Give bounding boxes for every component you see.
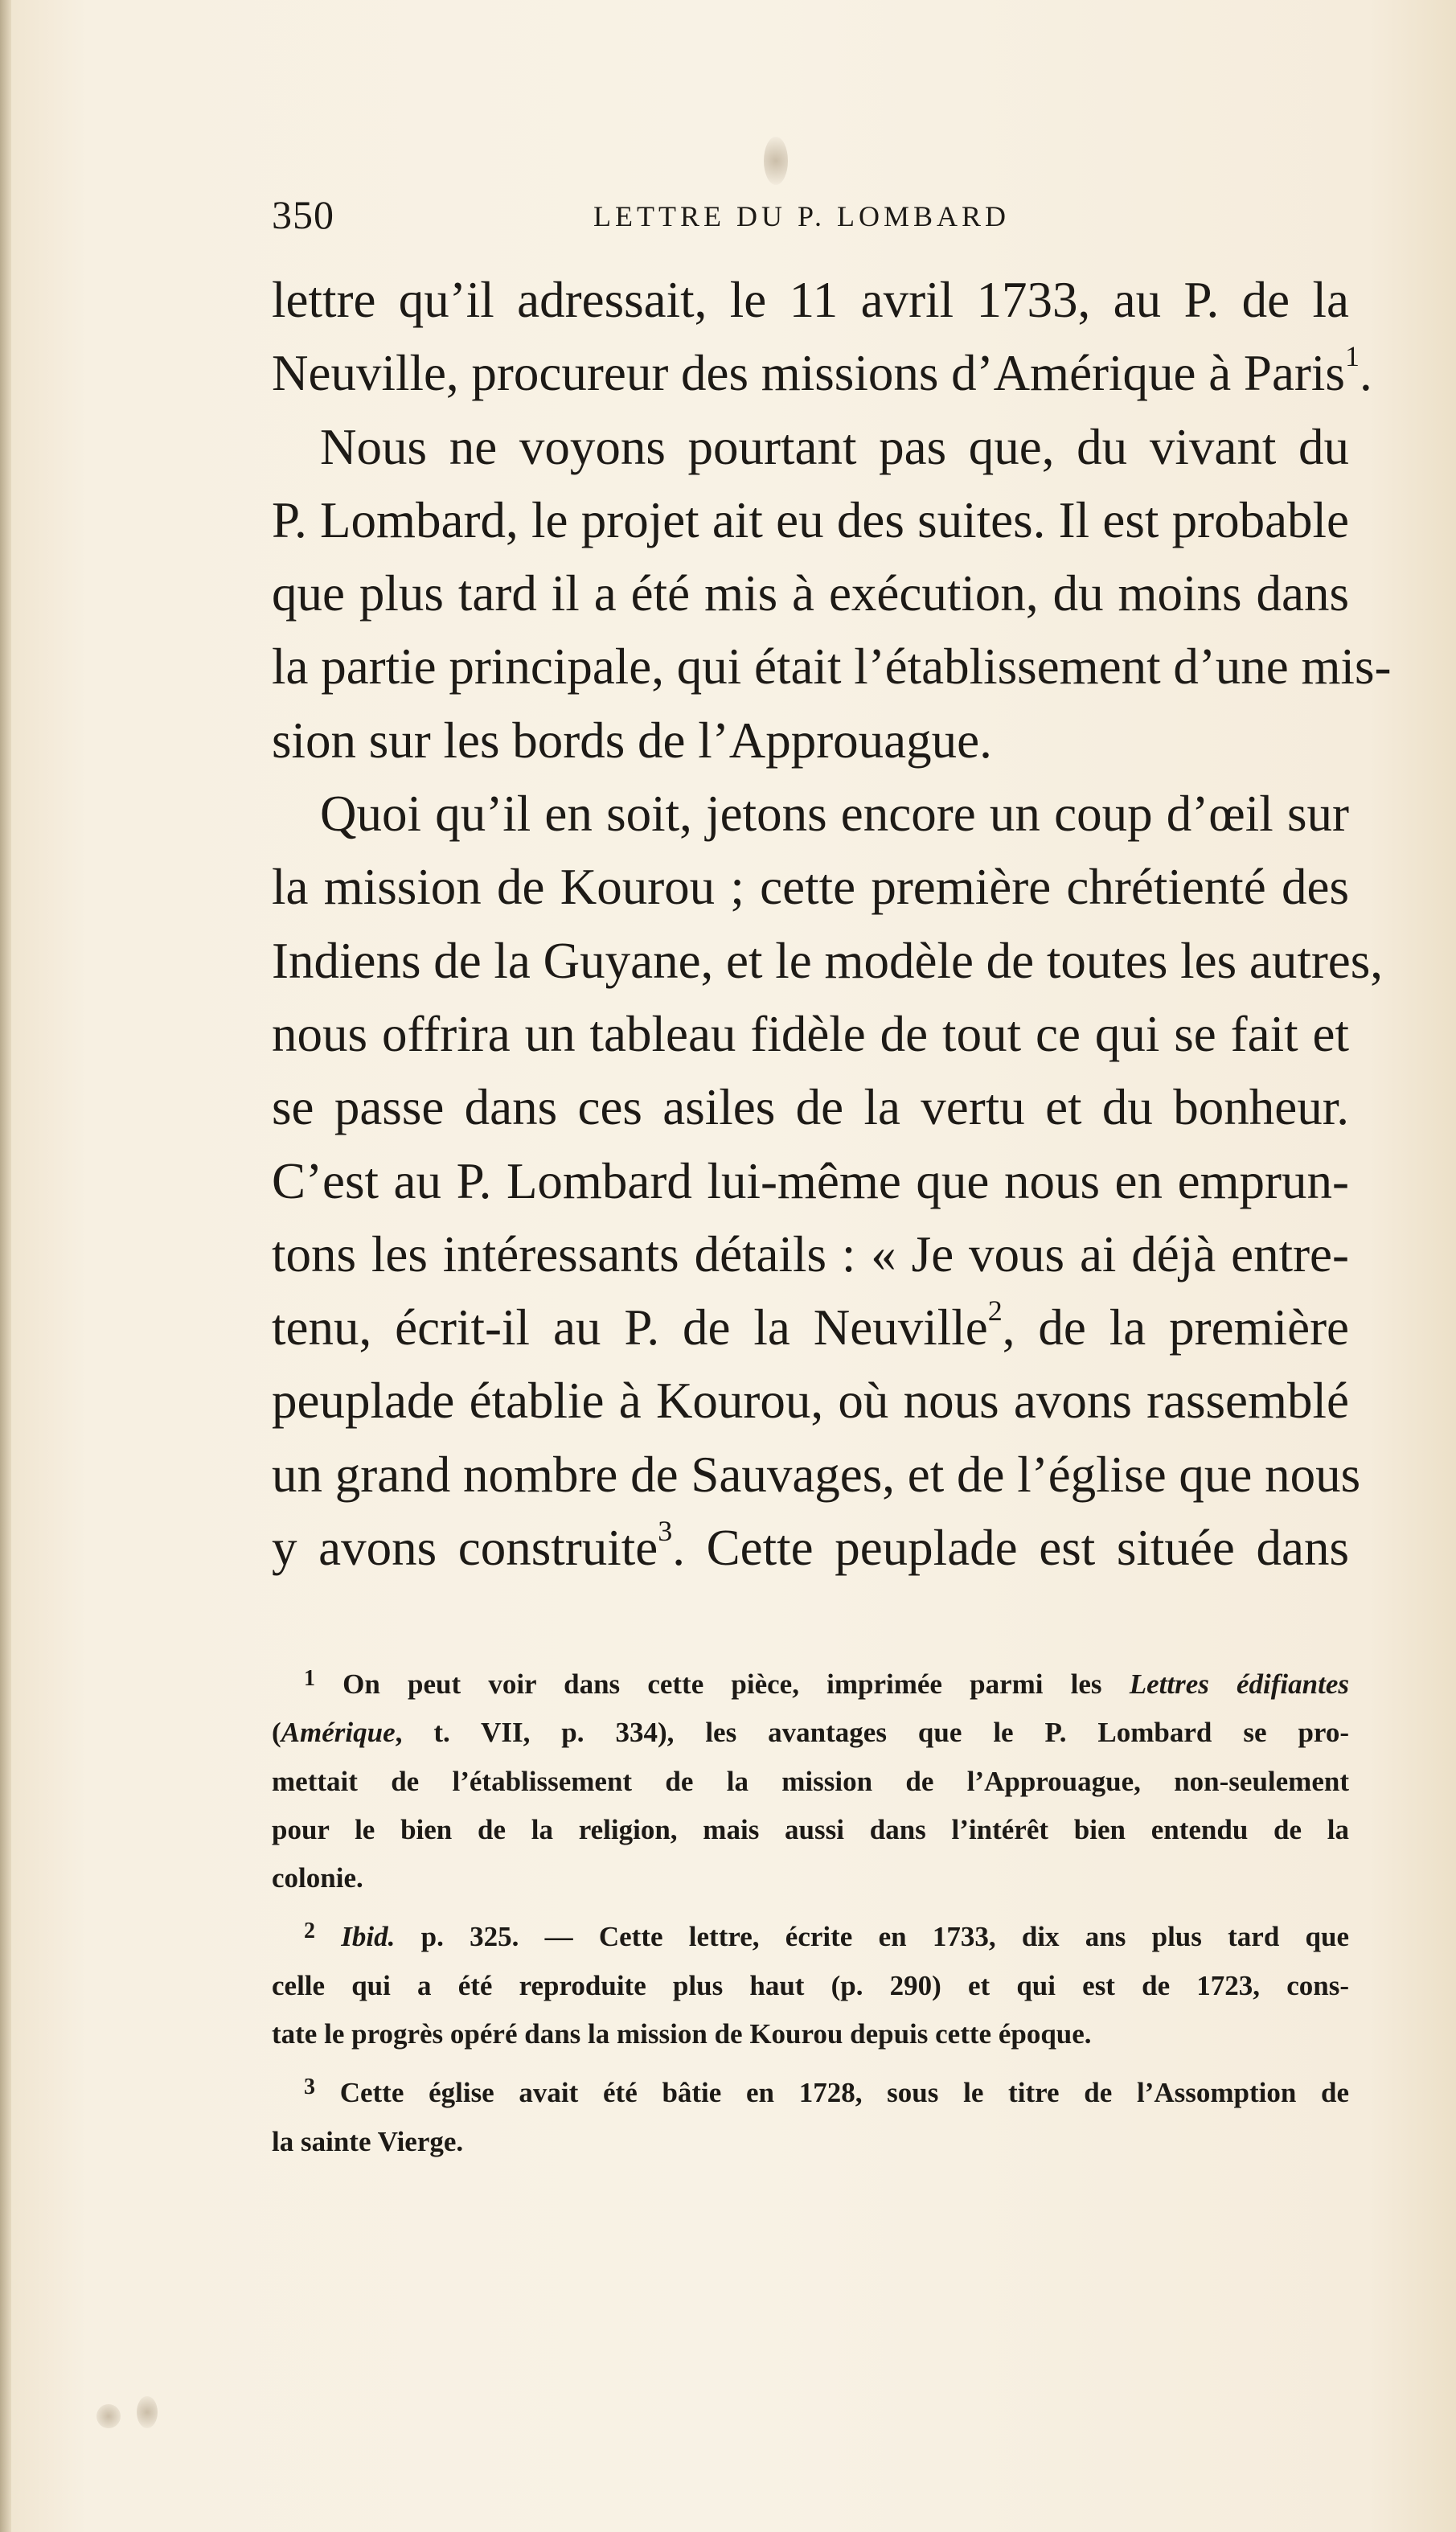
footnote-ref[interactable]: 1: [1344, 340, 1360, 373]
footnote-2: [272, 1907, 1349, 2058]
text-line: que plus tard il a été mis à exécution, du moins dans: [272, 565, 1349, 622]
paragraph: [272, 778, 1384, 1585]
text-fragment: Cette église avait été bâtie en 1728, sous le titre de l’Assomption de: [339, 2077, 1350, 2109]
footnote-1: [272, 1655, 1349, 1902]
text-line: P. Lombard, le projet ait eu des suites. Il est probable: [272, 491, 1349, 548]
footnote-line: colonie.: [272, 1862, 363, 1894]
text-line: [272, 337, 1372, 410]
footnote-line: [272, 2063, 1349, 2117]
text-fragment: (: [272, 1717, 281, 1749]
text-line: se passe dans ces asiles de la vertu et du bonheur.: [272, 1079, 1349, 1136]
paragraph: [272, 264, 1372, 411]
ink-smudge: [137, 2396, 158, 2428]
text-line: Indiens de la Guyane, et le modèle de toutes les autres,: [272, 932, 1384, 989]
footnote-line: mettait de l’établissement de la mission de l’Approuague, non-seulement: [272, 1765, 1349, 1797]
text-fragment: , de la première: [1002, 1299, 1350, 1356]
text-line: peuplade établie à Kourou, où nous avons rassemblé: [272, 1373, 1349, 1430]
text-line: sion sur les bords de l’Approuague.: [272, 712, 992, 769]
text-fragment: y avons construite: [272, 1520, 658, 1577]
italic-title: Amérique: [281, 1717, 396, 1749]
text-fragment: , t. VII, p. 334), les avantages que le P. Lombard se pro-: [395, 1717, 1349, 1749]
footnote-line: tate le progrès opéré dans la mission de Kourou depuis cette époque.: [272, 2018, 1092, 2050]
text-line: C’est au P. Lombard lui-même que nous en emprun-: [272, 1152, 1349, 1209]
text-line: lettre qu’il adressait, le 11 avril 1733, au P. de la: [272, 272, 1349, 328]
text-fragment: tenu, écrit-il au P. de la Neuville: [272, 1299, 988, 1356]
text-fragment: . Cette peuplade est située dans: [672, 1520, 1349, 1577]
text-fragment: On peut voir dans cette pièce, imprimée parmi les: [342, 1668, 1102, 1700]
footnote-line: la sainte Vierge.: [272, 2125, 464, 2157]
footnote-line: [272, 1709, 1349, 1757]
paragraph: [272, 411, 1392, 778]
footnote-ref[interactable]: 3: [658, 1515, 673, 1548]
text-line: la partie principale, qui était l’établissement d’une mis-: [272, 638, 1392, 696]
body-text: [272, 264, 1392, 1585]
ink-smudge: [96, 2404, 121, 2428]
footnote-line: [272, 1655, 1349, 1709]
running-head: LETTRE DU P. LOMBARD: [593, 200, 1011, 232]
footnote-line: celle qui a été reproduite plus haut (p. 290) et qui est de 1723, cons-: [272, 1969, 1349, 2001]
text-fragment: p. 325. — Cette lettre, écrite en 1733, dix ans plus tard que: [420, 1921, 1350, 1953]
footnote-ref[interactable]: 2: [987, 1295, 1003, 1328]
text-line: [272, 1512, 1349, 1585]
page-gutter: [0, 0, 11, 2532]
text-line: tons les intéressants détails : « Je vous ai déjà entre-: [272, 1225, 1349, 1282]
text-fragment: Neuville, procureur des missions d’Amérique à Paris: [272, 345, 1345, 402]
text-line: un grand nombre de Sauvages, et de l’église que nous: [272, 1446, 1361, 1503]
text-line: la mission de Kourou ; cette première chrétienté des: [272, 859, 1349, 916]
italic-title: Lettres édifiantes: [1129, 1668, 1350, 1700]
footnotes: [272, 1655, 1349, 2171]
text-line: nous offrira un tableau fidèle de tout ce qui se fait et: [272, 1005, 1349, 1062]
footnote-line: pour le bien de la religion, mais aussi dans l’intérêt bien entendu de la: [272, 1813, 1349, 1845]
page-number: 350: [272, 192, 334, 237]
footnote-line: [272, 1907, 1349, 1961]
italic-title: Ibid.: [341, 1921, 396, 1953]
text-fragment: .: [1359, 345, 1372, 402]
ink-smudge: [764, 137, 788, 185]
footnote-mark: 3: [304, 2074, 315, 2100]
text-line: [272, 1291, 1349, 1364]
text-line: Nous ne voyons pourtant pas que, du vivant du: [320, 418, 1349, 475]
footnote-mark: 1: [304, 1666, 315, 1691]
footnote-3: [272, 2063, 1349, 2166]
footnote-mark: 2: [304, 1918, 315, 1944]
text-line: Quoi qu’il en soit, jetons encore un coup d’œil sur: [320, 786, 1349, 843]
page-header: [272, 191, 1349, 248]
